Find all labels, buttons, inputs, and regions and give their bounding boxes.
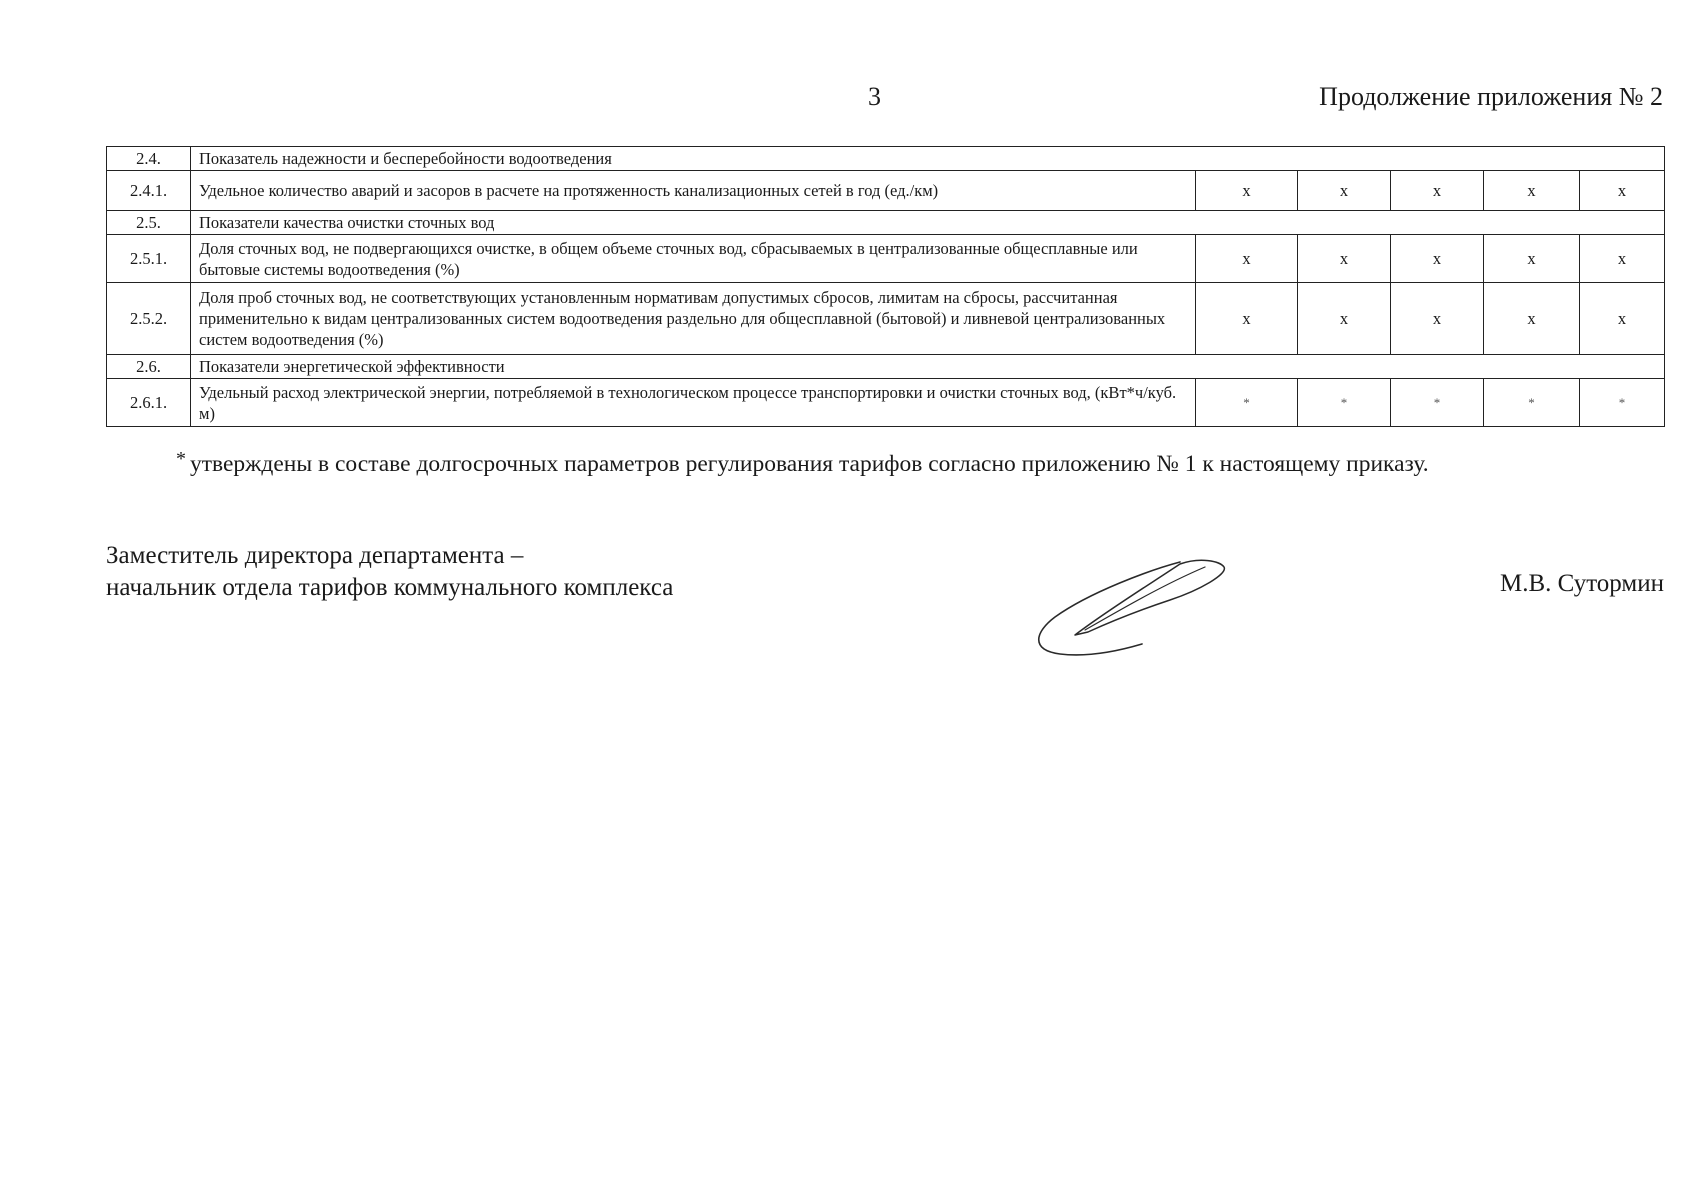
row-description: Показатели энергетической эффективности [191, 355, 1665, 379]
row-value: x [1580, 171, 1665, 211]
row-value: * [1196, 379, 1298, 427]
indicator-row [107, 379, 1665, 427]
row-description: Удельное количество аварий и засоров в расчете на протяженность канализационных сетей в год (ед./км) [191, 171, 1196, 211]
indicators-table [106, 146, 1665, 427]
footnote [176, 448, 1429, 478]
row-value: x [1298, 283, 1391, 355]
handwritten-signature [1030, 552, 1230, 662]
row-description: Удельный расход электрической энергии, потребляемой в технологическом процессе транспортировки и очистки сточных вод, (кВт*ч/куб. м) [191, 379, 1196, 427]
row-description: Показатели качества очистки сточных вод [191, 211, 1665, 235]
row-value: x [1484, 235, 1580, 283]
signatory-position-line-1: Заместитель директора департамента – [106, 542, 524, 569]
row-value: * [1484, 379, 1580, 427]
row-value: x [1580, 283, 1665, 355]
row-value: x [1196, 235, 1298, 283]
indicator-row [107, 171, 1665, 211]
footnote-mark: * [176, 448, 186, 470]
row-value: x [1196, 283, 1298, 355]
row-number: 2.6. [107, 355, 191, 379]
indicator-row [107, 235, 1665, 283]
row-value: x [1298, 235, 1391, 283]
row-description: Показатель надежности и бесперебойности водоотведения [191, 147, 1665, 171]
section-row [107, 355, 1665, 379]
row-number: 2.5. [107, 211, 191, 235]
indicator-row [107, 283, 1665, 355]
page-number: 3 [868, 82, 881, 111]
row-value: x [1484, 171, 1580, 211]
indicators-table-body [107, 147, 1665, 427]
signatory-position [106, 540, 673, 604]
row-value: x [1196, 171, 1298, 211]
row-value: x [1391, 283, 1484, 355]
row-value: x [1484, 283, 1580, 355]
signatory-name: М.В. Сутормин [1499, 570, 1664, 597]
row-number: 2.5.2. [107, 283, 191, 355]
row-number: 2.6.1. [107, 379, 191, 427]
row-description: Доля проб сточных вод, не соответствующих установленным нормативам допустимых сбросов, лимитам на сбросы, рассчитанная применительно к видам централизованных систем водоотведения раздельно для общесплавной (бытовой) и ливневой централизованных систем водоотведения (%) [191, 283, 1196, 355]
row-number: 2.4. [107, 147, 191, 171]
row-value: * [1391, 379, 1484, 427]
signatory-position-line-2: начальник отдела тарифов коммунального комплекса [106, 574, 674, 601]
row-value: * [1298, 379, 1391, 427]
section-row [107, 211, 1665, 235]
row-value: x [1391, 171, 1484, 211]
section-row [107, 147, 1665, 171]
row-value: * [1580, 379, 1665, 427]
row-value: x [1580, 235, 1665, 283]
row-number: 2.4.1. [107, 171, 191, 211]
row-number: 2.5.1. [107, 235, 191, 283]
row-description: Доля сточных вод, не подвергающихся очистке, в общем объеме сточных вод, сбрасываемых в централизованные общесплавные или бытовые системы водоотведения (%) [191, 235, 1196, 283]
row-value: x [1298, 171, 1391, 211]
continuation-label: Продолжение приложения № 2 [1319, 82, 1663, 111]
signature-stroke-center [1085, 567, 1205, 630]
signature-stroke-loop [1039, 562, 1180, 655]
footnote-text: утверждены в составе долгосрочных параметров регулирования тарифов согласно приложению № 1 к настоящему приказу. [190, 451, 1429, 477]
row-value: x [1391, 235, 1484, 283]
